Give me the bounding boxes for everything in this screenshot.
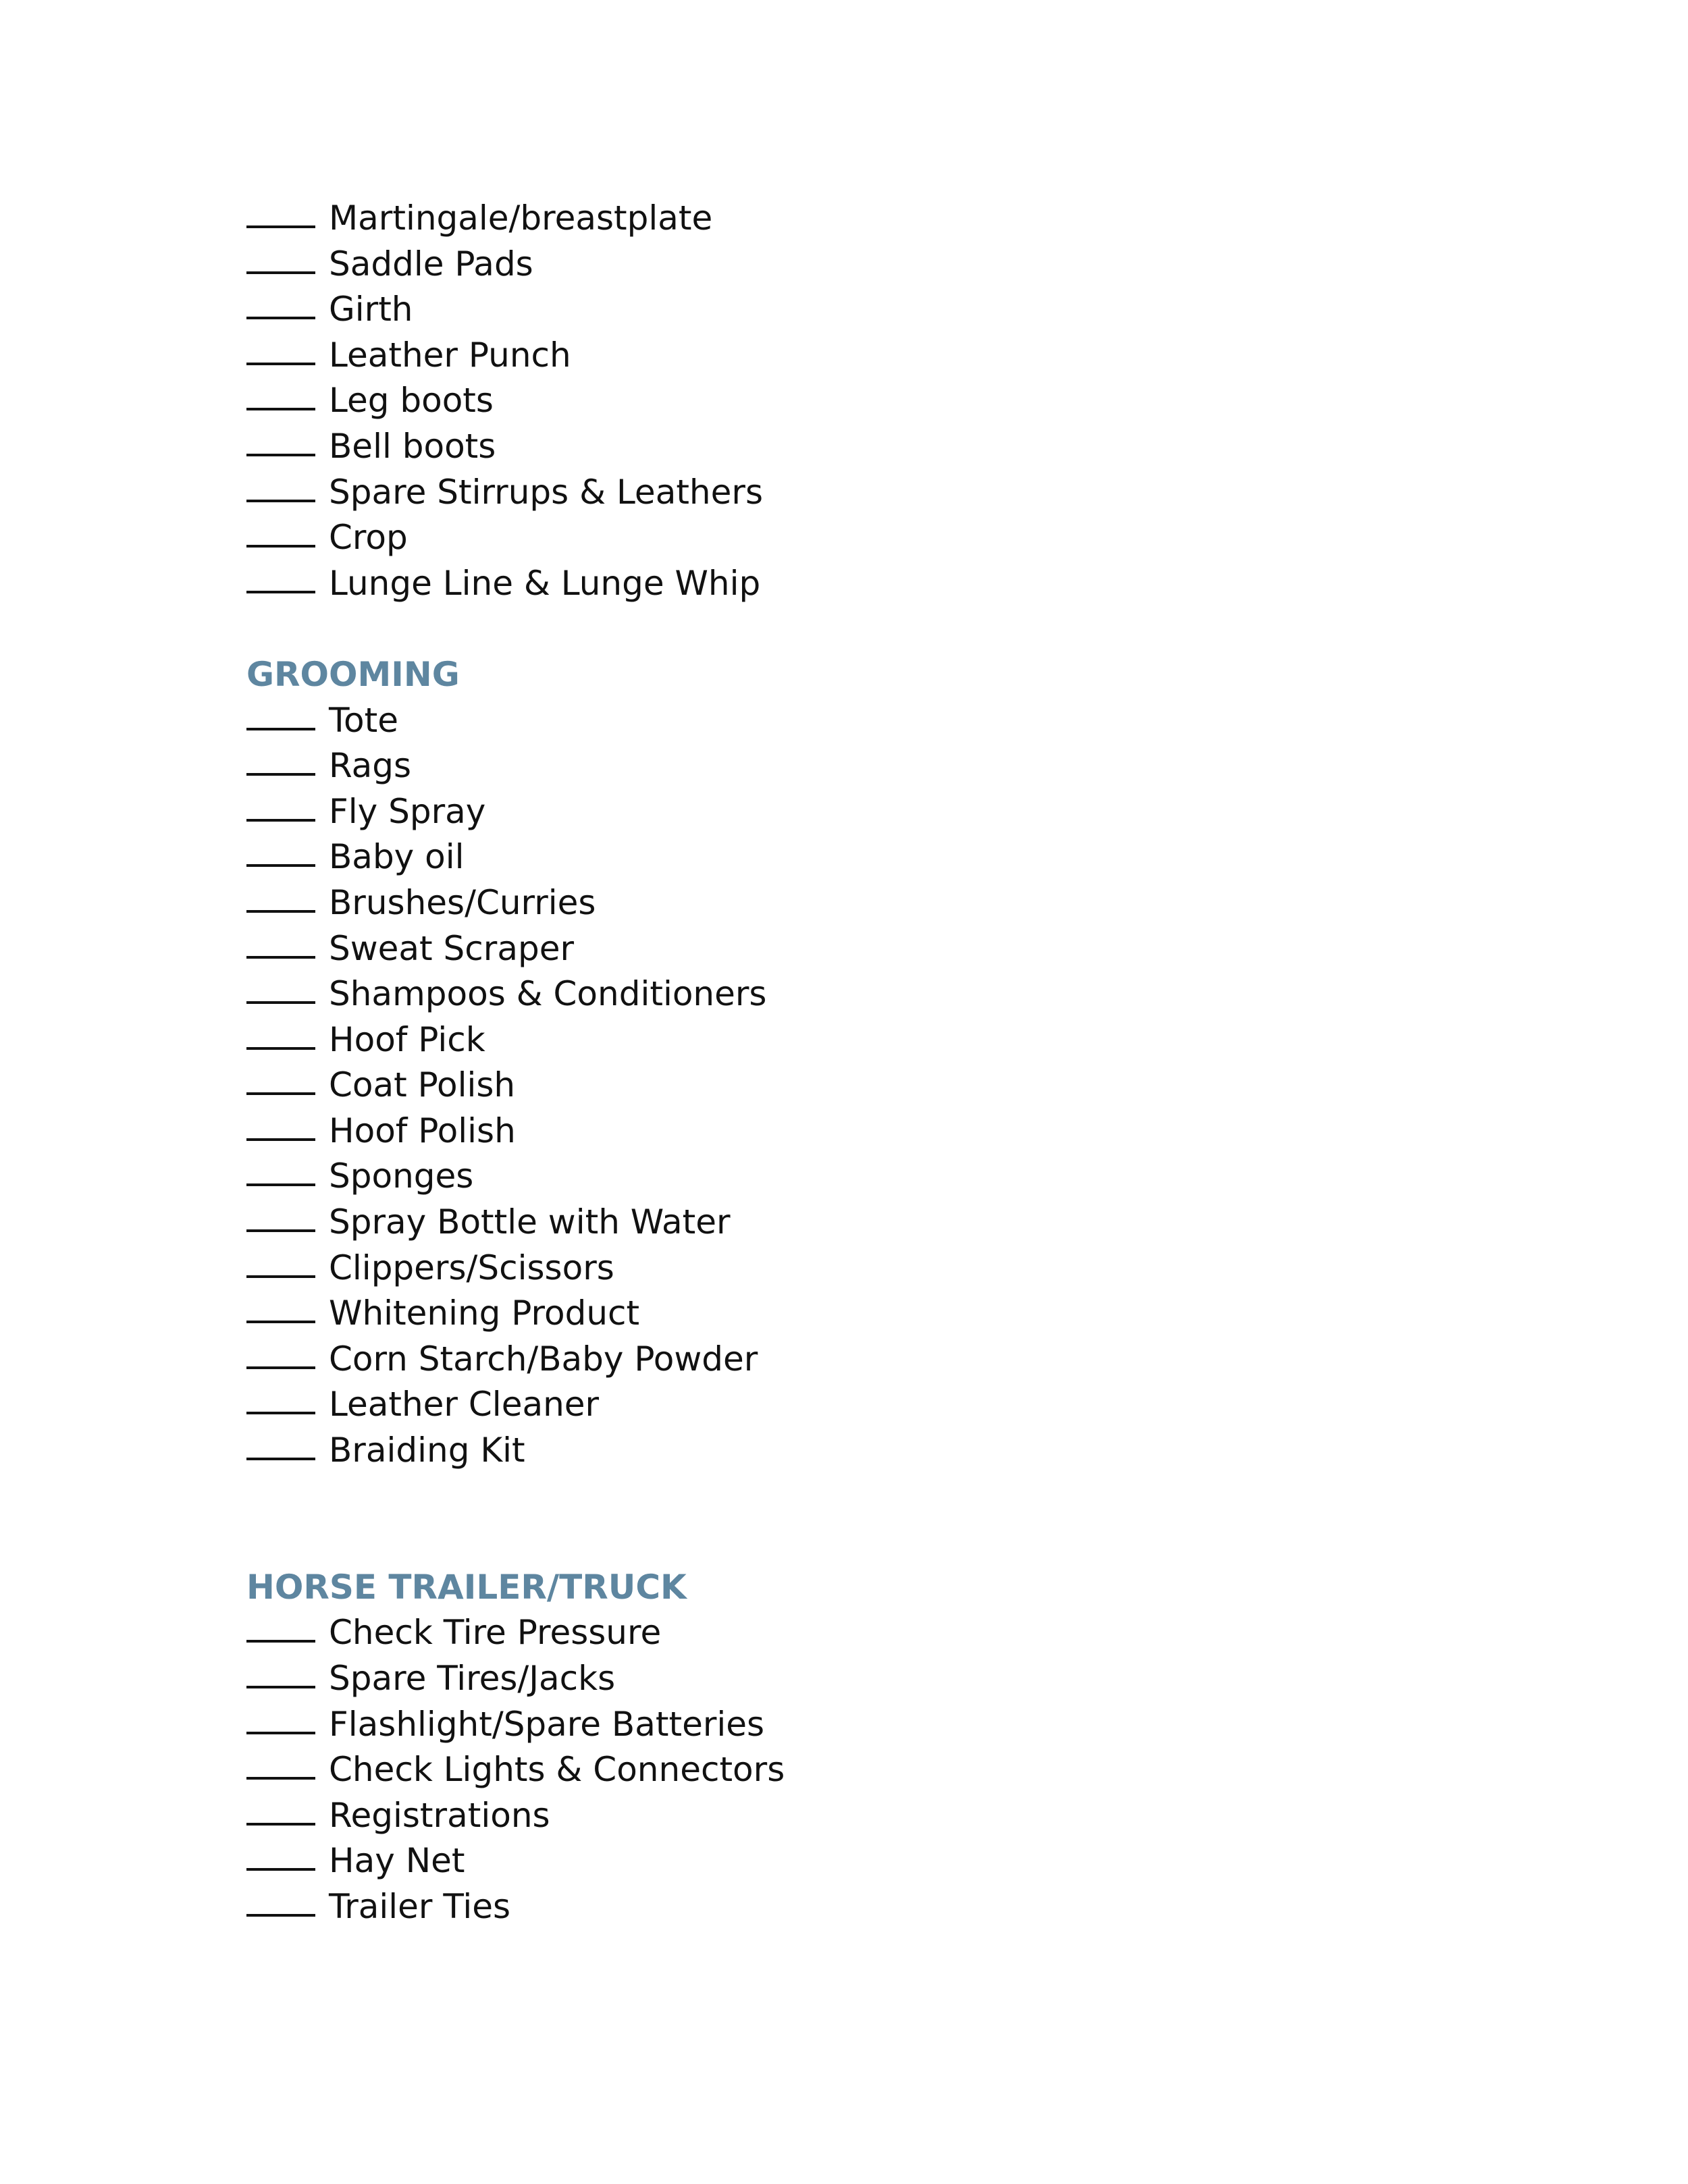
item-label: Flashlight/Spare Batteries bbox=[329, 1704, 765, 1744]
check-blank[interactable] bbox=[246, 1001, 315, 1004]
item-label: Martingale/breastplate bbox=[329, 198, 713, 238]
item-label: Hay Net bbox=[329, 1841, 465, 1881]
checklist-item bbox=[246, 1382, 1529, 1428]
item-label: Coat Polish bbox=[329, 1065, 516, 1105]
check-blank[interactable] bbox=[246, 591, 315, 593]
checklist-item bbox=[246, 926, 1529, 972]
checklist-item bbox=[246, 333, 1529, 379]
item-label: Saddle Pads bbox=[329, 244, 533, 284]
item-label: Shampoos & Conditioners bbox=[329, 974, 767, 1014]
check-blank[interactable] bbox=[246, 454, 315, 456]
check-blank[interactable] bbox=[246, 728, 315, 730]
check-blank[interactable] bbox=[246, 1640, 315, 1643]
check-blank[interactable] bbox=[246, 1732, 315, 1734]
checklist-item bbox=[246, 1017, 1529, 1063]
section-heading: HORSE TRAILER/TRUCK bbox=[246, 1567, 687, 1607]
item-label: Bell boots bbox=[329, 426, 496, 466]
item-label: Check Lights & Connectors bbox=[329, 1750, 785, 1790]
checklist-item bbox=[246, 1610, 1529, 1656]
checklist-item bbox=[246, 378, 1529, 424]
check-blank[interactable] bbox=[246, 1275, 315, 1278]
checklist-item bbox=[246, 789, 1529, 835]
tack-section bbox=[246, 196, 1529, 606]
checklist-item bbox=[246, 1337, 1529, 1383]
check-blank[interactable] bbox=[246, 1047, 315, 1050]
check-blank[interactable] bbox=[246, 317, 315, 319]
checklist-item bbox=[246, 287, 1529, 333]
checklist-item bbox=[246, 743, 1529, 789]
check-blank[interactable] bbox=[246, 910, 315, 913]
item-label: Spare Stirrups & Leathers bbox=[329, 472, 763, 512]
item-label: Leg boots bbox=[329, 381, 494, 421]
check-blank[interactable] bbox=[246, 363, 315, 365]
checklist-item bbox=[246, 1291, 1529, 1337]
item-label: Clippers/Scissors bbox=[329, 1248, 614, 1287]
checklist-page bbox=[246, 196, 1529, 1930]
checklist-item bbox=[246, 1109, 1529, 1154]
item-label: Lunge Line & Lunge Whip bbox=[329, 563, 761, 603]
item-label: Registrations bbox=[329, 1795, 550, 1835]
item-label: Fly Spray bbox=[329, 791, 486, 831]
check-blank[interactable] bbox=[246, 1914, 315, 1917]
check-blank[interactable] bbox=[246, 773, 315, 776]
item-label: Spare Tires/Jacks bbox=[329, 1659, 616, 1698]
item-label: Girth bbox=[329, 290, 413, 329]
checklist-item bbox=[246, 698, 1529, 744]
section-spacer bbox=[246, 1474, 1529, 1565]
checklist-item bbox=[246, 1747, 1529, 1793]
check-blank[interactable] bbox=[246, 1868, 315, 1871]
checklist-item bbox=[246, 1656, 1529, 1702]
checklist-item bbox=[246, 1063, 1529, 1109]
checklist-item bbox=[246, 971, 1529, 1017]
item-label: Spray Bottle with Water bbox=[329, 1202, 731, 1242]
checklist-item bbox=[246, 470, 1529, 516]
check-blank[interactable] bbox=[246, 1229, 315, 1232]
check-blank[interactable] bbox=[246, 1321, 315, 1323]
section-spacer bbox=[246, 606, 1529, 652]
check-blank[interactable] bbox=[246, 271, 315, 274]
item-label: Braiding Kit bbox=[329, 1431, 525, 1470]
item-label: Leather Punch bbox=[329, 335, 571, 375]
item-label: Sweat Scraper bbox=[329, 928, 575, 968]
check-blank[interactable] bbox=[246, 956, 315, 959]
item-label: Tote bbox=[329, 700, 399, 740]
checklist-item bbox=[246, 1200, 1529, 1246]
check-blank[interactable] bbox=[246, 1458, 315, 1460]
check-blank[interactable] bbox=[246, 1823, 315, 1826]
item-label: Hoof Polish bbox=[329, 1111, 516, 1150]
checklist-item bbox=[246, 196, 1529, 242]
check-blank[interactable] bbox=[246, 819, 315, 822]
item-label: Baby oil bbox=[329, 837, 465, 877]
checklist-item bbox=[246, 515, 1529, 561]
checklist-item bbox=[246, 561, 1529, 607]
item-label: Crop bbox=[329, 518, 408, 558]
checklist-item bbox=[246, 1838, 1529, 1884]
item-label: Leather Cleaner bbox=[329, 1385, 600, 1424]
item-label: Sponges bbox=[329, 1156, 474, 1196]
item-label: Brushes/Curries bbox=[329, 882, 596, 922]
item-label: Trailer Ties bbox=[329, 1886, 511, 1926]
check-blank[interactable] bbox=[246, 545, 315, 548]
checklist-item bbox=[246, 1702, 1529, 1748]
checklist-item bbox=[246, 834, 1529, 880]
check-blank[interactable] bbox=[246, 1686, 315, 1688]
check-blank[interactable] bbox=[246, 225, 315, 228]
checklist-item bbox=[246, 1884, 1529, 1930]
section-heading: GROOMING bbox=[246, 654, 460, 694]
checklist-item bbox=[246, 1246, 1529, 1291]
check-blank[interactable] bbox=[246, 500, 315, 502]
checklist-item bbox=[246, 1428, 1529, 1474]
check-blank[interactable] bbox=[246, 1366, 315, 1369]
checklist-item bbox=[246, 424, 1529, 470]
item-label: Hoof Pick bbox=[329, 1019, 485, 1059]
check-blank[interactable] bbox=[246, 1777, 315, 1780]
trailer-section bbox=[246, 1565, 1529, 1930]
check-blank[interactable] bbox=[246, 1138, 315, 1141]
checklist-item bbox=[246, 242, 1529, 288]
item-label: Corn Starch/Baby Powder bbox=[329, 1339, 758, 1379]
item-label: Check Tire Pressure bbox=[329, 1613, 662, 1653]
checklist-item bbox=[246, 880, 1529, 926]
checklist-item bbox=[246, 1793, 1529, 1839]
check-blank[interactable] bbox=[246, 408, 315, 410]
check-blank[interactable] bbox=[246, 1183, 315, 1186]
check-blank[interactable] bbox=[246, 864, 315, 867]
item-label: Whitening Product bbox=[329, 1294, 640, 1333]
checklist-item bbox=[246, 1154, 1529, 1200]
check-blank[interactable] bbox=[246, 1412, 315, 1414]
item-label: Rags bbox=[329, 746, 412, 786]
grooming-section bbox=[246, 652, 1529, 1474]
check-blank[interactable] bbox=[246, 1092, 315, 1095]
